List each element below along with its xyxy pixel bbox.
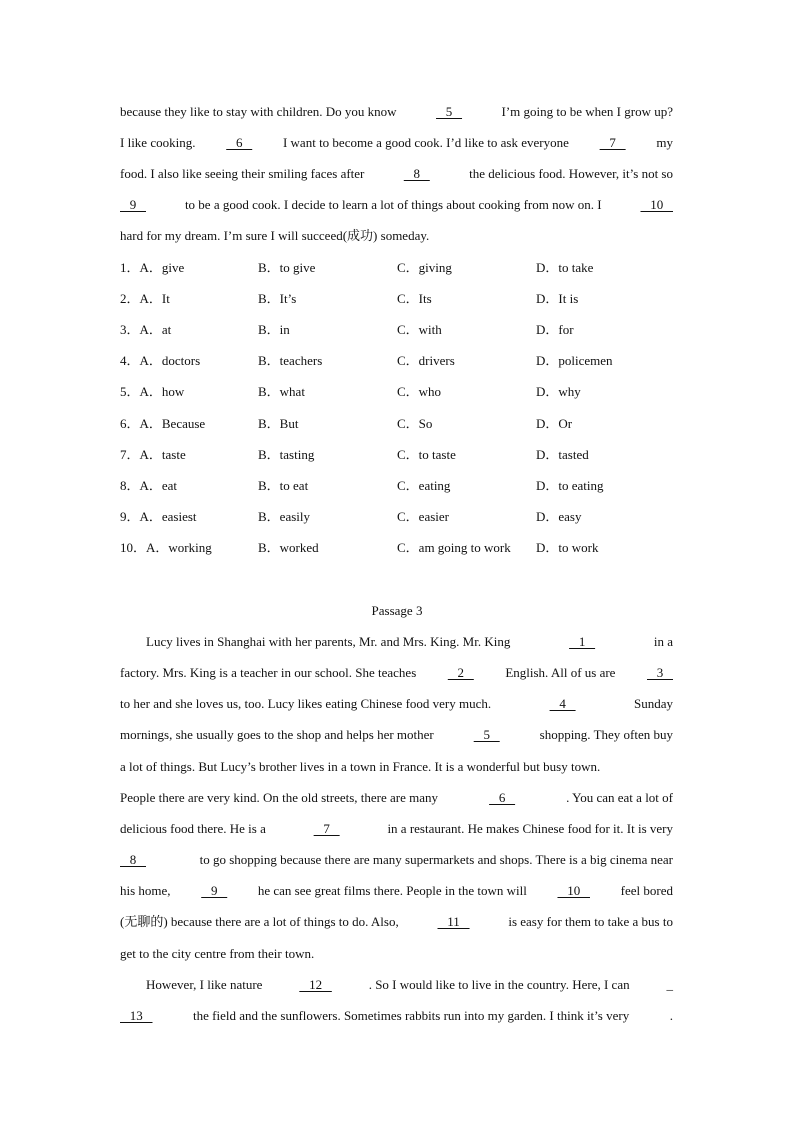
- text-segment: hard for my dream. I’m sure I will succeed(成功) someday.: [120, 228, 430, 243]
- answer-blank: 7: [313, 820, 340, 836]
- text-line: [120, 695, 673, 713]
- text-segment: because they like to stay with children. Do you know: [120, 104, 397, 119]
- text-segment: the delicious food. However, it’s not so: [469, 166, 673, 181]
- option-row: [120, 508, 680, 526]
- text-line: [120, 134, 673, 152]
- text-segment: a lot of things. But Lucy’s brother lives in a town in France. It is a wonderful but busy town.: [120, 758, 601, 774]
- option-choice: C．with: [397, 322, 442, 338]
- text-line: [120, 945, 673, 963]
- text-line: [120, 789, 673, 807]
- text-segment: to be a good cook. I decide to learn a lot of things about cooking from now on. I: [184, 197, 602, 212]
- text-segment: I’m going to be when I grow up?: [501, 104, 673, 119]
- text-segment: to her and she loves us, too. Lucy likes eating Chinese food very much.: [120, 696, 492, 712]
- option-choice: B．worked: [258, 539, 319, 555]
- text-segment: is easy for them to take a bus to: [508, 914, 673, 930]
- text-line: [120, 103, 673, 121]
- option-choice: C．am going to work: [397, 539, 511, 555]
- text-segment: the field and the sunflowers. Sometimes rabbits run into my garden. I think it’s very: [193, 1007, 630, 1023]
- text-segment: However, I like nature: [120, 976, 263, 992]
- answer-blank: 10: [640, 197, 673, 212]
- option-row: [120, 415, 680, 433]
- option-choice: B．what: [258, 384, 305, 400]
- answer-blank: 11: [437, 914, 470, 930]
- text-line: [120, 976, 673, 994]
- text-segment: People there are very kind. On the old streets, there are many: [120, 789, 439, 805]
- option-choice: D．to eating: [536, 477, 604, 493]
- answer-blank: 6: [489, 789, 516, 805]
- text-line: [120, 882, 673, 900]
- text-line: [120, 758, 673, 776]
- option-choice: 5．A．how: [120, 384, 185, 400]
- answer-blank: 1: [569, 634, 596, 649]
- option-choice: B．to eat: [258, 477, 309, 493]
- text-line: [120, 913, 673, 931]
- answer-blank: 5: [473, 727, 500, 743]
- answer-blank: 8: [120, 852, 146, 868]
- option-row: [120, 290, 680, 308]
- option-choice: B．tasting: [258, 446, 315, 462]
- text-line: [120, 820, 673, 838]
- answer-blank: 5: [436, 104, 463, 119]
- option-choice: C．who: [397, 384, 442, 400]
- text-segment: . You can eat a lot of: [566, 789, 673, 805]
- option-choice: B．to give: [258, 260, 316, 275]
- text-line: [120, 664, 673, 682]
- option-choice: 7．A．taste: [120, 446, 186, 462]
- text-segment: Sunday: [634, 696, 673, 712]
- text-segment: delicious food there. He is a: [120, 820, 266, 836]
- answer-blank: 8: [403, 166, 430, 181]
- option-row: [120, 352, 680, 370]
- text-segment: feel bored: [620, 883, 673, 899]
- text-line: [120, 196, 673, 214]
- text-line: [120, 851, 673, 869]
- text-segment: food. I also like seeing their smiling faces after: [120, 166, 365, 181]
- option-choice: D．Or: [536, 415, 573, 431]
- option-choice: 3．A．at: [120, 322, 172, 338]
- text-segment: I like cooking.: [120, 135, 196, 150]
- passage-3-title: Passage 3: [371, 603, 423, 618]
- option-choice: D．for: [536, 322, 574, 338]
- text-segment: shopping. They often buy: [539, 727, 673, 743]
- text-segment: . So I would like to live in the country. Here, I can: [368, 976, 630, 992]
- text-segment: .: [669, 1007, 673, 1023]
- answer-blank: 7: [599, 135, 626, 150]
- option-choice: B．But: [258, 415, 299, 431]
- answer-blank: 9: [201, 883, 228, 899]
- option-row: [120, 539, 680, 557]
- option-choice: C．to taste: [397, 446, 456, 462]
- text-segment: he can see great films there. People in the town will: [257, 883, 527, 899]
- answer-blank: 13: [120, 1007, 153, 1023]
- option-choice: C．So: [397, 415, 433, 431]
- option-choice: B．in: [258, 322, 290, 338]
- text-segment: factory. Mrs. King is a teacher in our school. She teaches: [120, 665, 417, 681]
- option-choice: D．to work: [536, 539, 599, 555]
- answer-blank: 3: [647, 665, 673, 681]
- option-choice: D．policemen: [536, 353, 613, 369]
- option-choice: 2．A．It: [120, 291, 170, 307]
- option-choice: D．tasted: [536, 446, 589, 462]
- text-line: [120, 227, 673, 245]
- text-segment: (无聊的) because there are a lot of things to do. Also,: [120, 914, 399, 930]
- option-choice: 8．A．eat: [120, 477, 178, 493]
- text-segment: his home,: [120, 883, 171, 899]
- option-row: [120, 259, 680, 277]
- option-choice: D．easy: [536, 508, 582, 524]
- text-segment: my: [656, 135, 673, 150]
- text-line: [120, 633, 673, 651]
- option-choice: C．Its: [397, 291, 432, 307]
- answer-blank: 6: [226, 135, 253, 150]
- option-choice: 4．A．doctors: [120, 353, 201, 369]
- option-choice: 10．A．working: [120, 539, 212, 555]
- option-choice: D．to take: [536, 260, 594, 275]
- option-choice: D．why: [536, 384, 581, 400]
- option-row: [120, 321, 680, 339]
- text-segment: English. All of us are: [505, 665, 616, 681]
- text-segment: in a restaurant. He makes Chinese food for it. It is very: [387, 820, 673, 836]
- option-choice: B．easily: [258, 508, 310, 524]
- answer-blank: 2: [447, 665, 474, 681]
- option-row: [120, 446, 680, 464]
- option-choice: D．It is: [536, 291, 579, 307]
- option-choice: B．teachers: [258, 353, 323, 369]
- answer-blank: 9: [120, 197, 146, 212]
- option-row: [120, 383, 680, 401]
- text-segment: to go shopping because there are many supermarkets and shops. There is a big cinema near: [199, 852, 673, 868]
- text-segment: Lucy lives in Shanghai with her parents, Mr. and Mrs. King. Mr. King: [120, 634, 511, 649]
- text-segment: in a: [653, 634, 673, 649]
- option-choice: 9．A．easiest: [120, 508, 197, 524]
- option-choice: C．easier: [397, 508, 449, 524]
- text-segment: get to the city centre from their town.: [120, 945, 315, 961]
- text-line: [120, 726, 673, 744]
- text-line: [120, 1007, 673, 1025]
- option-choice: 1．A．give: [120, 260, 185, 275]
- text-line: [120, 165, 673, 183]
- option-choice: C．giving: [397, 260, 452, 275]
- text-segment: mornings, she usually goes to the shop and helps her mother: [120, 727, 434, 743]
- option-choice: C．drivers: [397, 353, 455, 369]
- answer-blank: 10: [557, 883, 590, 899]
- option-choice: B．It’s: [258, 291, 297, 307]
- text-segment: I want to become a good cook. I’d like to ask everyone: [282, 135, 569, 150]
- answer-blank: 4: [549, 696, 576, 712]
- option-row: [120, 477, 680, 495]
- option-choice: C．eating: [397, 477, 451, 493]
- option-choice: 6．A．Because: [120, 415, 206, 431]
- text-segment: _: [666, 976, 673, 992]
- answer-blank: 12: [299, 976, 332, 992]
